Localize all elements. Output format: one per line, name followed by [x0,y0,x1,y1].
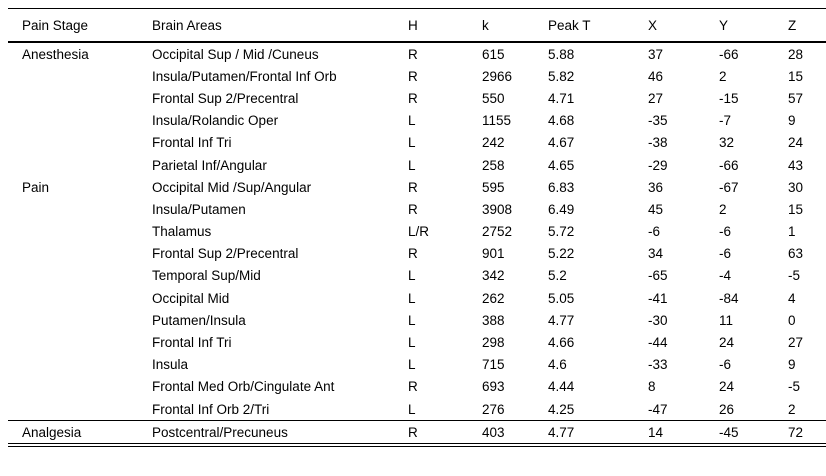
cell-peak-t: 5.72 [548,224,575,240]
cell-peak-t: 4.71 [548,90,575,106]
table-row [8,42,826,65]
cell-h: L [408,135,416,151]
brain-activation-table [8,8,826,447]
cell-h: R [408,68,418,84]
table-row [8,421,826,446]
cell-brain-areas: Frontal Med Orb/Cingulate Ant [152,379,335,395]
cell-x: 34 [648,246,664,262]
cell-brain-areas: Insula/Putamen [152,201,246,217]
cell-pain-stage [8,331,150,353]
cell-peak-t: 4.6 [548,357,567,373]
cell-k: 388 [482,312,505,328]
cell-h: R [408,179,418,195]
cell-k: 242 [482,135,505,151]
cell-brain-areas: Insula/Putamen/Frontal Inf Orb [152,68,337,84]
cell-k: 3908 [482,201,513,217]
cell-peak-t: 4.77 [548,424,575,440]
table-row [8,176,826,198]
cell-x: -30 [648,312,668,328]
cell-peak-t: 4.65 [548,157,575,173]
table-row [8,243,826,265]
cell-y: -6 [719,357,732,373]
column-header-h: H [408,18,418,33]
cell-z: 30 [788,179,804,195]
cell-peak-t: 4.44 [548,379,575,395]
cell-k: 1155 [482,113,512,129]
cell-z: 15 [788,68,804,84]
cell-pain-stage [8,87,150,109]
cell-brain-areas: Thalamus [152,224,212,240]
cell-h: L [408,335,416,351]
cell-h: L [408,268,416,284]
cell-x: 8 [648,379,656,395]
cell-x: -35 [648,113,668,129]
cell-h: R [408,201,418,217]
cell-brain-areas: Frontal Inf Tri [152,135,232,151]
cell-h: L [408,290,416,306]
cell-z: 9 [788,113,796,129]
cell-pain-stage [8,265,150,287]
cell-h: L [408,357,416,373]
cell-z: 28 [788,46,804,62]
cell-z: -5 [788,379,801,395]
column-header-y: Y [719,18,729,33]
cell-pain-stage [8,221,150,243]
cell-pain-stage: Pain [22,179,50,195]
cell-y: -66 [719,46,739,62]
cell-brain-areas: Temporal Sup/Mid [152,268,261,284]
table-row [8,265,826,287]
cell-z: 4 [788,290,796,306]
cell-brain-areas: Occipital Sup / Mid /Cuneus [152,46,319,62]
cell-x: -6 [648,224,661,240]
cell-pain-stage [8,354,150,376]
cell-peak-t: 5.82 [548,68,575,84]
cell-y: 24 [719,379,735,395]
cell-z: 43 [788,157,804,173]
column-header-peak-t: Peak T [548,18,591,33]
table-row [8,221,826,243]
cell-brain-areas: Frontal Inf Tri [152,335,232,351]
cell-x: -38 [648,135,668,151]
cell-pain-stage [8,65,150,87]
cell-k: 2752 [482,224,513,240]
cell-k: 262 [482,290,505,306]
cell-x: 37 [648,46,664,62]
table-row [8,309,826,331]
cell-brain-areas: Parietal Inf/Angular [152,157,267,173]
cell-x: -65 [648,268,668,284]
cell-z: 63 [788,246,804,262]
table-header [8,9,826,43]
cell-brain-areas: Postcentral/Precuneus [152,424,288,440]
cell-h: L [408,401,416,417]
cell-pain-stage [8,198,150,220]
cell-k: 550 [482,90,505,106]
cell-h: R [408,246,418,262]
cell-z: 57 [788,90,804,106]
table-row [8,132,826,154]
column-header-pain-stage: Pain Stage [22,18,89,33]
cell-y: -84 [719,290,739,306]
cell-pain-stage [8,243,150,265]
table-row [8,398,826,421]
cell-peak-t: 4.25 [548,401,575,417]
cell-x: 27 [648,90,664,106]
results-table-container [8,8,818,447]
cell-y: -66 [719,157,739,173]
cell-peak-t: 4.68 [548,113,575,129]
cell-brain-areas: Insula/Rolandic Oper [152,113,279,129]
cell-peak-t: 5.05 [548,290,575,306]
cell-peak-t: 6.49 [548,201,575,217]
cell-h: L [408,113,416,129]
cell-y: -15 [719,90,739,106]
table-row [8,354,826,376]
cell-peak-t: 5.88 [548,46,575,62]
cell-brain-areas: Occipital Mid [152,290,230,306]
cell-pain-stage [8,309,150,331]
table-row [8,110,826,132]
cell-h: R [408,379,418,395]
cell-z: -5 [788,268,801,284]
cell-x: 45 [648,201,664,217]
cell-x: -29 [648,157,668,173]
cell-y: 32 [719,135,735,151]
table-row [8,154,826,176]
cell-y: 11 [719,312,734,328]
table-row [8,287,826,309]
table-row [8,65,826,87]
cell-peak-t: 5.22 [548,246,575,262]
cell-x: 14 [648,424,664,440]
table-row [8,198,826,220]
cell-x: -44 [648,335,668,351]
cell-z: 0 [788,312,796,328]
cell-brain-areas: Frontal Sup 2/Precentral [152,90,299,106]
cell-k: 342 [482,268,505,284]
cell-x: 36 [648,179,664,195]
cell-peak-t: 4.67 [548,135,575,151]
table-row [8,87,826,109]
cell-k: 715 [482,357,505,373]
cell-y: -6 [719,224,732,240]
cell-h: R [408,424,418,440]
cell-pain-stage [8,376,150,398]
cell-brain-areas: Frontal Sup 2/Precentral [152,246,299,262]
cell-y: 24 [719,335,735,351]
cell-pain-stage [8,132,150,154]
table-header-row [8,9,826,43]
table-row [8,376,826,398]
cell-h: L [408,157,416,173]
cell-y: -6 [719,246,732,262]
cell-brain-areas: Frontal Inf Orb 2/Tri [152,401,270,417]
cell-k: 901 [482,246,505,262]
cell-y: 26 [719,401,735,417]
cell-x: 46 [648,68,664,84]
cell-y: -45 [719,424,739,440]
cell-z: 9 [788,357,796,373]
cell-brain-areas: Insula [152,357,189,373]
table-row [8,331,826,353]
cell-y: -4 [719,268,732,284]
cell-k: 693 [482,379,505,395]
cell-peak-t: 4.66 [548,335,575,351]
cell-h: R [408,46,418,62]
cell-z: 2 [788,401,796,417]
column-header-brain-areas: Brain Areas [152,18,222,33]
cell-z: 24 [788,135,804,151]
cell-pain-stage: Analgesia [22,424,82,440]
column-header-k: k [482,18,489,33]
cell-h: L/R [408,224,430,240]
cell-x: -41 [648,290,668,306]
cell-peak-t: 4.77 [548,312,575,328]
cell-z: 27 [788,335,804,351]
cell-h: L [408,312,416,328]
cell-y: -67 [719,179,739,195]
cell-k: 615 [482,46,505,62]
table-body [8,42,826,445]
cell-k: 258 [482,157,505,173]
cell-brain-areas: Putamen/Insula [152,312,246,328]
cell-brain-areas: Occipital Mid /Sup/Angular [152,179,312,195]
column-header-x: X [648,18,658,33]
cell-k: 276 [482,401,505,417]
cell-y: 2 [719,68,727,84]
cell-x: -47 [648,401,668,417]
cell-k: 2966 [482,68,513,84]
cell-z: 72 [788,424,804,440]
cell-y: -7 [719,113,732,129]
cell-pain-stage [8,398,150,421]
cell-z: 1 [788,224,796,240]
cell-k: 595 [482,179,505,195]
cell-k: 403 [482,424,505,440]
cell-pain-stage [8,287,150,309]
column-header-z: Z [788,18,797,33]
cell-peak-t: 6.83 [548,179,575,195]
cell-y: 2 [719,201,727,217]
cell-h: R [408,90,418,106]
cell-peak-t: 5.2 [548,268,567,284]
cell-x: -33 [648,357,668,373]
cell-pain-stage [8,154,150,176]
cell-k: 298 [482,335,505,351]
cell-z: 15 [788,201,804,217]
cell-pain-stage: Anesthesia [22,46,89,62]
cell-pain-stage [8,110,150,132]
